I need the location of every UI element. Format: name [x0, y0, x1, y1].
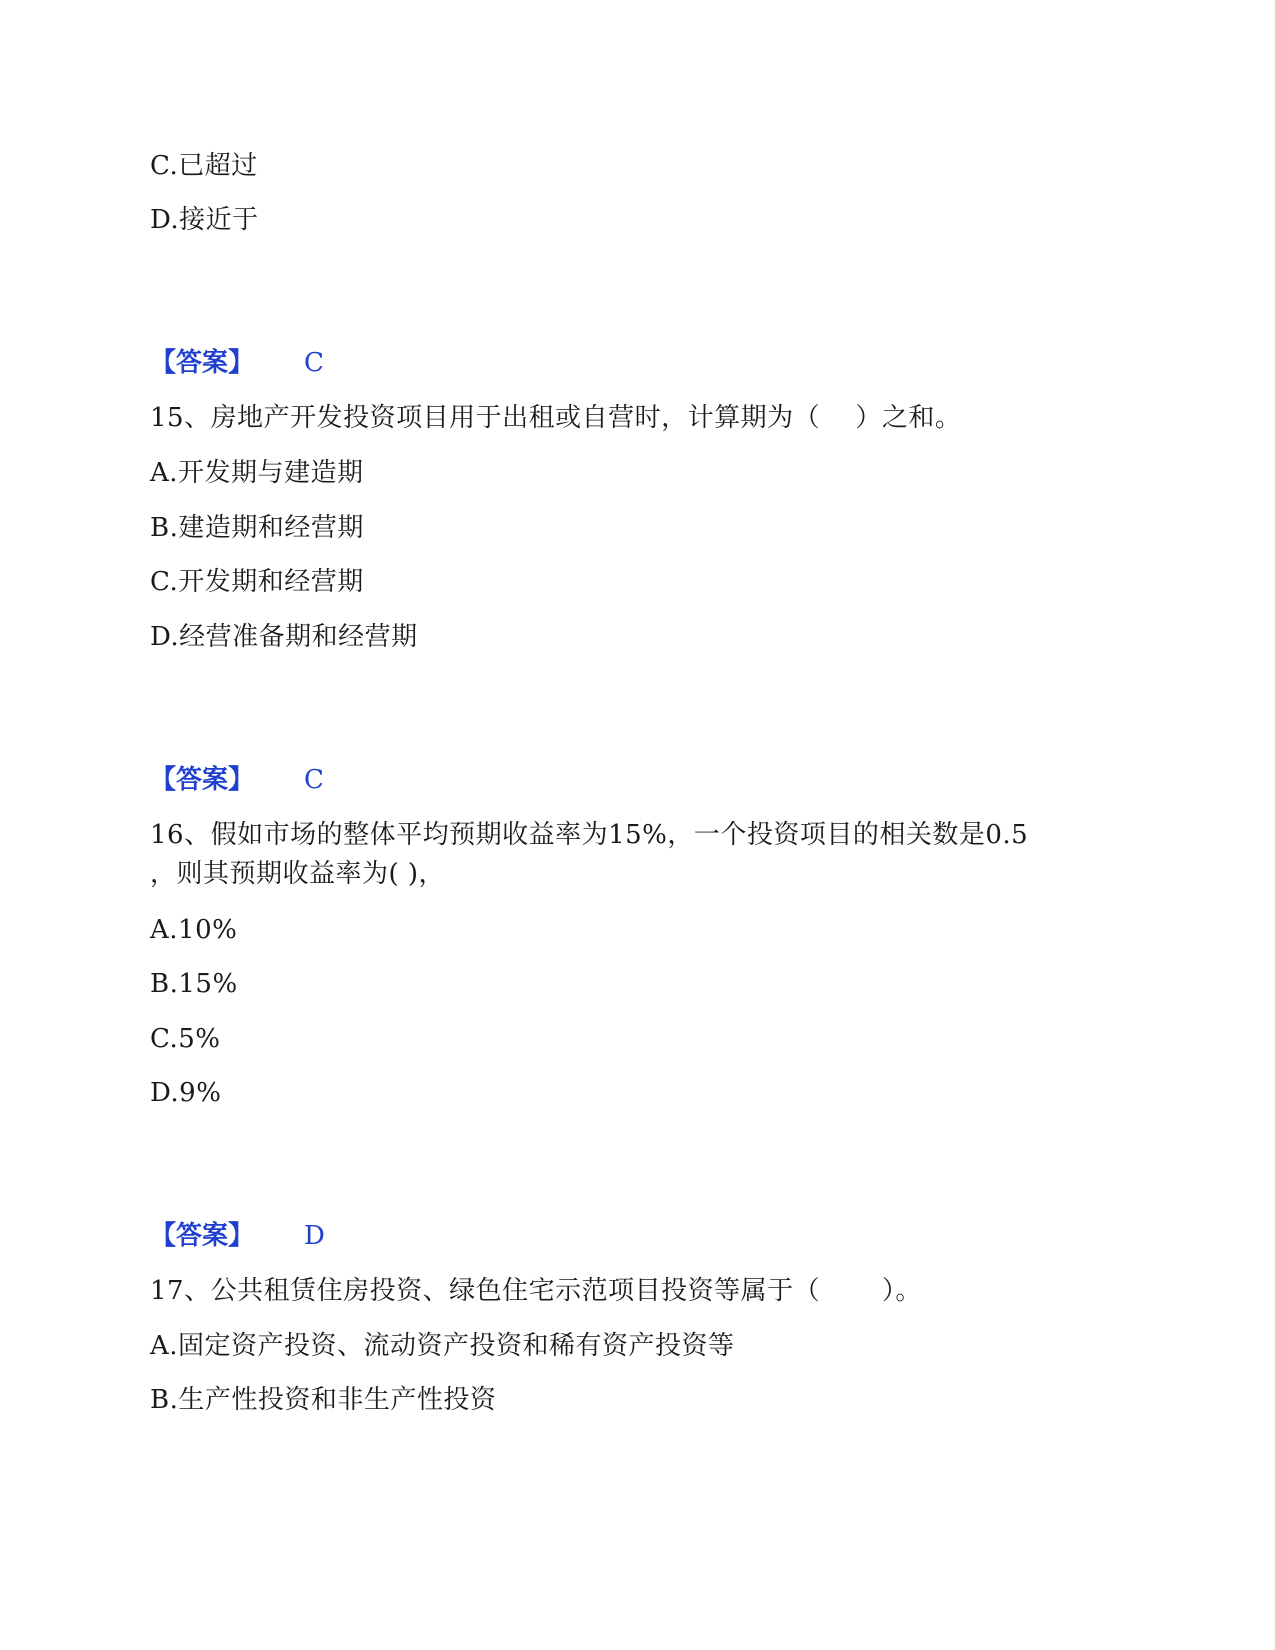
q15-stem: 15、房地产开发投资项目用于出租或自营时，计算期为（ ）之和。 — [150, 403, 962, 433]
answer-value: C — [304, 765, 324, 795]
q15-option-c: C.开发期和经营期 — [150, 567, 364, 597]
q16-option-a: A.10% — [150, 915, 238, 945]
q17-stem: 17、公共租赁住房投资、绿色住宅示范项目投资等属于（ ）。 — [150, 1276, 922, 1306]
q17-option-b: B.生产性投资和非生产性投资 — [150, 1385, 497, 1415]
q14-option-c: C.已超过 — [150, 151, 258, 181]
q16-option-c: C.5% — [150, 1024, 221, 1054]
answer-label: 【答案】 — [150, 765, 255, 795]
answer-value: D — [304, 1221, 325, 1251]
q15-option-a: A.开发期与建造期 — [150, 458, 364, 488]
q16-option-d: D.9% — [150, 1078, 222, 1108]
q16-option-b: B.15% — [150, 969, 238, 999]
q16-answer — [150, 1218, 325, 1254]
q16-stem-line2: ，则其预期收益率为( )， — [150, 859, 446, 889]
q15-option-b: B.建造期和经营期 — [150, 513, 364, 543]
q15-option-d: D.经营准备期和经营期 — [150, 622, 418, 652]
q16-stem-line1: 16、假如市场的整体平均预期收益率为15%，一个投资项目的相关数是0.5 — [150, 820, 1029, 850]
q15-answer — [150, 762, 324, 798]
answer-value: C — [304, 348, 324, 378]
q14-answer — [150, 345, 324, 381]
q14-option-d: D.接近于 — [150, 205, 259, 235]
q17-option-a: A.固定资产投资、流动资产投资和稀有资产投资等 — [150, 1331, 735, 1361]
answer-label: 【答案】 — [150, 348, 255, 378]
answer-label: 【答案】 — [150, 1221, 255, 1251]
